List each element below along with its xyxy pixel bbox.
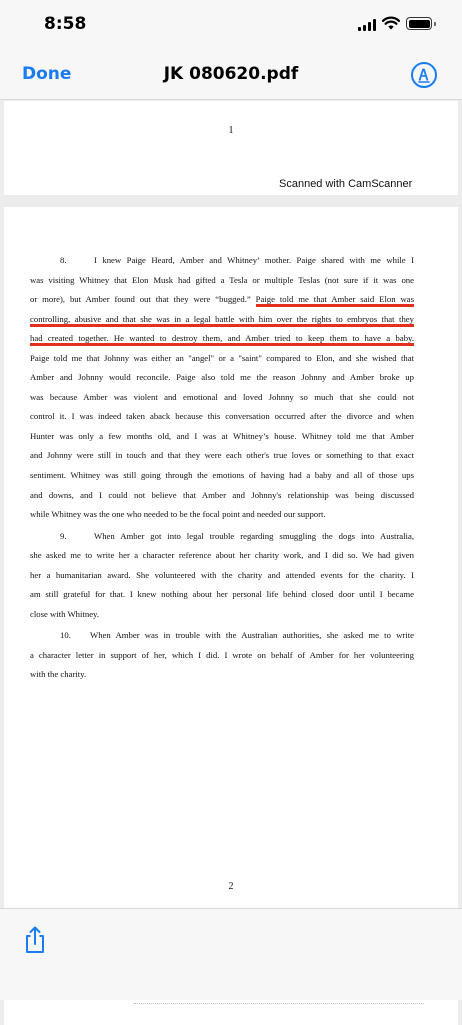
page-body-text: [30, 251, 414, 687]
status-bar: [0, 0, 462, 50]
text-segment: Hunter was only a few months old, and I was at Whitney’s house. Whitney told me that Amber: [30, 430, 414, 441]
text-segment: and Johnny were still in touch and that they were each other's true loves or something to that exact: [30, 450, 414, 461]
text-line: [30, 505, 414, 525]
text-segment: Paige told me that Amber said Elon was: [256, 294, 414, 307]
page-number: 2: [228, 881, 234, 892]
wifi-icon: [382, 16, 400, 30]
paragraph-number: 10.: [60, 630, 71, 641]
text-line: [30, 486, 414, 506]
pdf-viewer[interactable]: [0, 101, 462, 908]
text-line: [30, 310, 414, 330]
text-segment: was visiting Whitney that Elon Musk had gifted a Tesla or multiple Teslas (not sure if it was one: [30, 274, 414, 285]
text-segment: while Whitney was the one who needed to be the focal point and needed our support.: [30, 509, 326, 520]
markup-pen-icon[interactable]: [410, 61, 438, 89]
text-segment: When Amber got into legal trouble regarding smuggling the dogs into Australia,: [94, 530, 414, 541]
text-segment: Amber and Johnny would reconcile. Paige also told me the reason Johnny and Amber broke up: [30, 372, 414, 383]
share-icon[interactable]: [22, 925, 48, 955]
text-line: [30, 626, 414, 646]
text-line: [30, 605, 414, 625]
text-segment: a character letter in support of her, which I did. I wrote on behalf of Amber for her volunteering: [30, 649, 414, 660]
done-button[interactable]: Done: [22, 64, 72, 84]
text-line: [30, 271, 414, 291]
text-line: [30, 407, 414, 427]
text-segment: am still grateful for that. I knew nothing about her personal life behind closed door until I became: [30, 589, 414, 600]
text-segment: had created together. He wanted to destroy them, and Amber tried to keep them to have a baby.: [30, 333, 414, 346]
status-time: 8:58: [44, 14, 87, 34]
text-segment: with the charity.: [30, 669, 87, 680]
text-line: [30, 349, 414, 369]
document-title: JK 080620.pdf: [163, 64, 299, 84]
navigation-bar: [0, 50, 462, 100]
battery-icon: [406, 17, 432, 30]
text-segment: When Amber was in trouble with the Australian authorities, she asked me to write: [90, 630, 414, 641]
text-line: [30, 446, 414, 466]
text-line: [30, 585, 414, 605]
text-segment: or more), but Amber found out that they were “bugged.”: [30, 294, 256, 305]
text-line: [30, 388, 414, 408]
text-segment: was because Amber was violent and emotional and loved Johnny so much that she could not: [30, 391, 414, 402]
text-line: [30, 427, 414, 447]
text-line: [30, 466, 414, 486]
bottom-toolbar: [0, 908, 462, 1000]
text-segment: I knew Paige Heard, Amber and Whitney’ mother. Paige shared with me while I: [94, 255, 414, 265]
text-line: [30, 527, 414, 547]
text-segment: she asked me to write her a character reference about her charity work, and I did so. We had given: [30, 550, 414, 561]
text-line: [30, 566, 414, 586]
text-segment: Paige told me that Johnny was either an "angel" or a "saint" compared to Elon, and she wished that: [30, 352, 414, 363]
page-number: 1: [228, 125, 234, 136]
scanner-watermark: Scanned with CamScanner: [279, 178, 413, 190]
partial-page-content: [134, 1003, 424, 1004]
cellular-signal-icon: [358, 19, 376, 31]
paragraph-number: 8.: [60, 255, 67, 265]
pdf-page-2: [4, 207, 458, 953]
text-line: [30, 546, 414, 566]
text-segment: close with Whitney.: [30, 608, 100, 619]
pdf-page-1: [4, 101, 458, 195]
battery-level: [409, 20, 430, 28]
text-segment: her a humanitarian award. She volunteered with the charity and attended events for the charity. I: [30, 569, 414, 580]
paragraph-number: 9.: [60, 530, 67, 541]
text-line: [30, 329, 414, 349]
text-line: [30, 665, 414, 685]
text-segment: controlling, abusive and that she was in a legal battle with him over the rights to embryos that they: [30, 314, 414, 327]
text-segment: sentiment. Whitney was still going through the emotions of having had a baby and all of those ups: [30, 470, 414, 481]
text-line: [30, 646, 414, 666]
text-segment: and downs, and I could not believe that Amber and Johnny's relationship was being discussed: [30, 489, 414, 500]
text-line: [30, 290, 414, 310]
text-segment: control it. I was indeed taken aback because this conversation occurred after the divorce and when: [30, 411, 414, 422]
text-line: [30, 251, 414, 271]
text-line: [30, 368, 414, 388]
